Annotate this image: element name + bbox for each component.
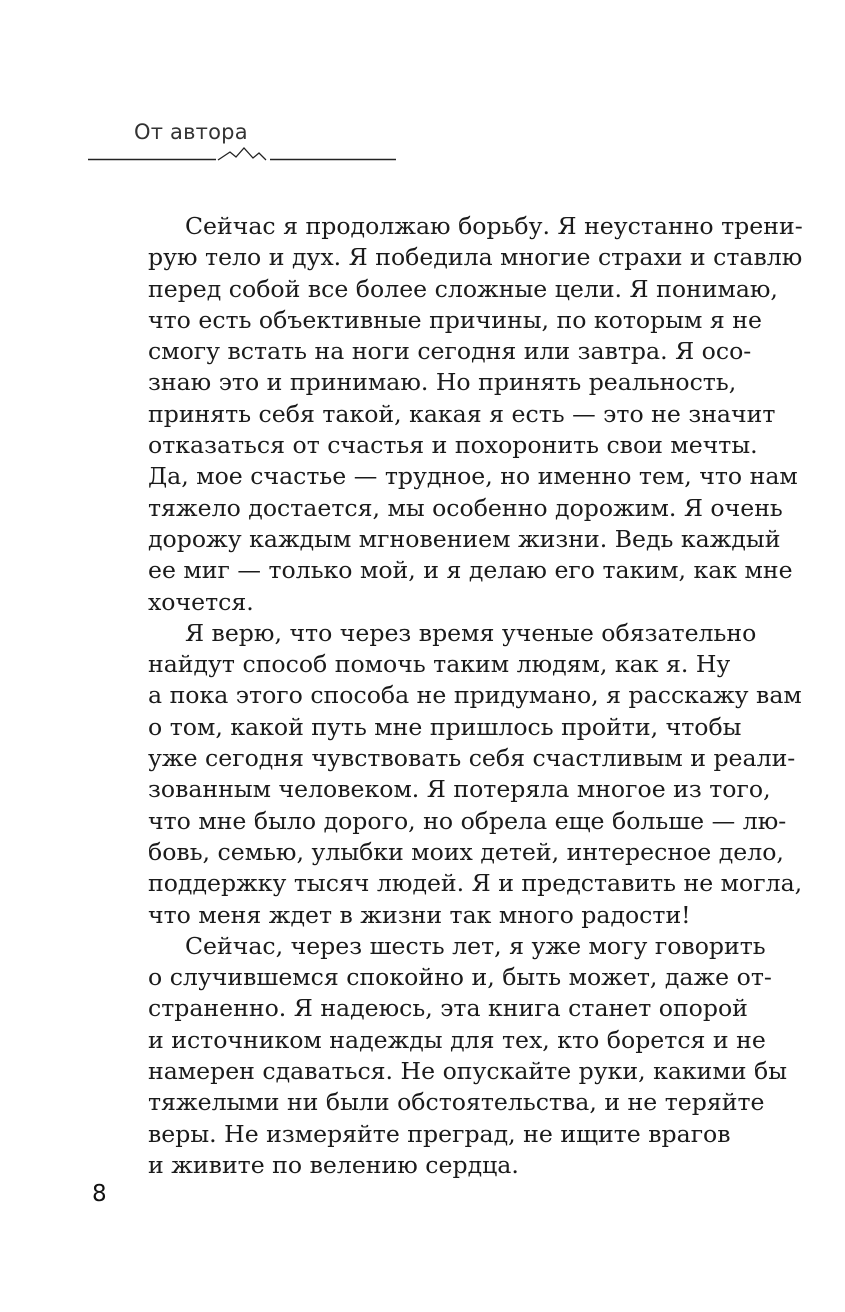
text-line: рую тело и дух. Я победила многие страхи и ставлю — [148, 243, 803, 272]
page-number: 8 — [92, 1181, 107, 1207]
text-line: Я верю, что через время ученые обязательно — [185, 618, 757, 647]
text-line: уже сегодня чувствовать себя счастливым и реали- — [148, 744, 796, 773]
text-line: о случившемся спокойно и, быть может, даже от- — [148, 963, 772, 992]
paragraph — [148, 931, 787, 1181]
text-line: веры. Не измеряйте преград, не ищите врагов — [148, 1119, 731, 1148]
text-line: что меня ждет в жизни так много радости! — [148, 900, 691, 929]
text-line: намерен сдаваться. Не опускайте руки, какими бы — [148, 1057, 787, 1086]
paragraph — [148, 211, 803, 618]
text-line: о том, какой путь мне пришлось пройти, чтобы — [148, 712, 742, 741]
text-line: Да, мое счастье — трудное, но именно тем, что нам — [148, 462, 798, 491]
mountain-ornament-icon — [88, 146, 396, 166]
text-line: найдут способ помочь таким людям, как я. Ну — [148, 650, 731, 679]
text-line: страненно. Я надеюсь, эта книга станет опорой — [148, 994, 748, 1023]
text-line: отказаться от счастья и похоронить свои мечты. — [148, 431, 758, 460]
text-line: ее миг — только мой, и я делаю его таким, как мне — [148, 556, 793, 585]
paragraph — [148, 618, 803, 931]
text-line: тяжелыми ни были обстоятельства, и не теряйте — [148, 1088, 765, 1117]
text-line: и живите по велению сердца. — [148, 1150, 519, 1179]
text-line: перед собой все более сложные цели. Я понимаю, — [148, 274, 778, 303]
text-line: а пока этого способа не придумано, я расскажу вам — [148, 681, 802, 710]
text-line: бовь, семью, улыбки моих детей, интересное дело, — [148, 837, 784, 866]
text-line: что есть объективные причины, по которым я не — [148, 305, 762, 334]
text-line: знаю это и принимаю. Но принять реальность, — [148, 368, 737, 397]
text-line: Сейчас я продолжаю борьбу. Я неустанно трени- — [185, 212, 803, 240]
text-line: Сейчас, через шесть лет, я уже могу говорить — [185, 931, 766, 960]
text-line: смогу встать на ноги сегодня или завтра. Я осо- — [148, 337, 752, 366]
body-text — [148, 211, 803, 1181]
running-head: От автора — [134, 120, 248, 144]
text-line: принять себя такой, какая я есть — это не значит — [148, 399, 776, 428]
text-line: и источником надежды для тех, кто борется и не — [148, 1025, 766, 1054]
text-line: дорожу каждым мгновением жизни. Ведь каждый — [148, 524, 781, 553]
text-line: тяжело достается, мы особенно дорожим. Я очень — [148, 493, 783, 522]
text-line: хочется. — [148, 587, 254, 616]
text-line: поддержку тысяч людей. Я и представить не могла, — [148, 869, 803, 898]
text-line: что мне было дорого, но обрела еще больше — лю- — [148, 806, 787, 835]
text-line: зованным человеком. Я потеряла многое из того, — [148, 775, 771, 804]
